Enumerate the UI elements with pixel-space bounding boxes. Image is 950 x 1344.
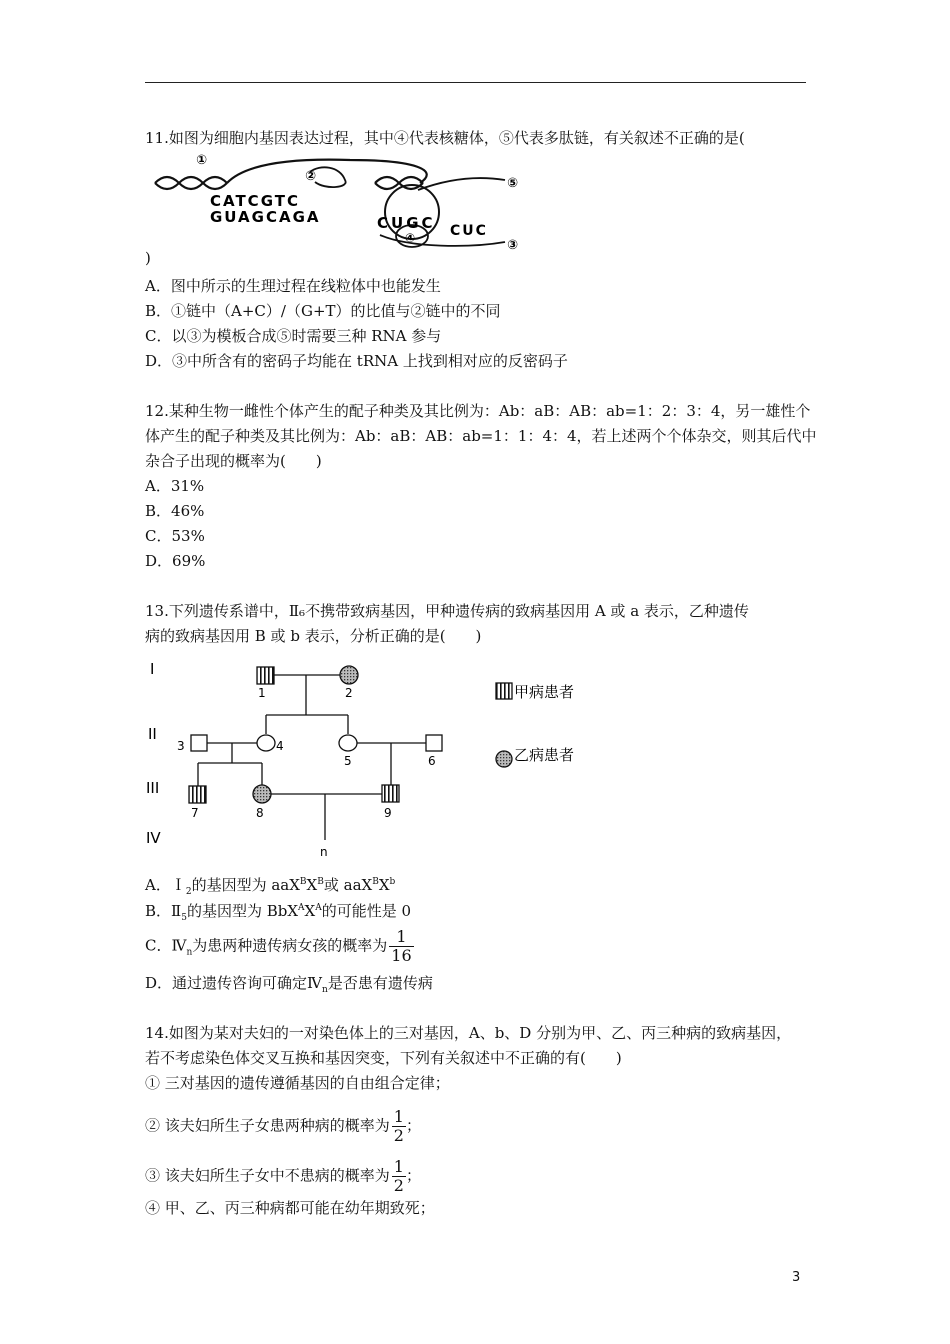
q14-item-3: ③ 该夫妇所生子女中不患病的概率为 $\frac{1}{2}$ ； (145, 1157, 421, 1195)
q13-stem-2: 病的致病基因用 B 或 b 表示，分析正确的是( ) (145, 627, 482, 645)
dna-sequence: CATCGTC (210, 192, 300, 210)
label-3: ③ (507, 238, 519, 253)
pedigree-chart (140, 655, 600, 865)
individual-2 (340, 666, 358, 684)
q11-close-paren: ) (145, 249, 151, 267)
q13-option-c: C．$Ⅳ_n$为患两种遗传病女孩的概率为 $\frac{1}{16}$ (145, 927, 412, 965)
svg-text:4: 4 (276, 739, 284, 753)
q12-stem-2: 体产生的配子种类及其比例为：Ab：aB：AB：ab=1：1：4：4，若上述两个个体杂交，则其后代中 (145, 427, 817, 445)
gen-label-1: I (150, 660, 155, 678)
q12-option-a: A．31% (145, 477, 205, 495)
svg-text:3: 3 (177, 739, 185, 753)
individual-6 (426, 735, 442, 751)
individual-8 (253, 785, 271, 803)
label-5: ⑤ (507, 176, 519, 191)
q13-option-a: A．Ｉ$_2$的基因型为 $aaX^BX^B$或 $aaX^BX^b$ (145, 876, 396, 897)
fraction-1-2-b: $\frac{1}{2}$ (393, 1157, 404, 1195)
q12-option-d: D．69% (145, 552, 206, 570)
q14-stem-2: 若不考虑染色体交叉互换和基因突变，下列有关叙述中不正确的有( ) (145, 1049, 622, 1067)
q12-option-b: B．46% (145, 502, 205, 520)
svg-text:8: 8 (256, 806, 264, 820)
q12-stem-1: 12.某种生物一雌性个体产生的配子种类及其比例为：Ab：aB：AB：ab=1：2：3：4，另一雄性个 (145, 402, 811, 420)
legend-dot-icon (496, 751, 512, 767)
mrna-tail: CUC (450, 223, 488, 239)
gen-label-4: IV (146, 829, 161, 847)
mrna-codons: CUGC (377, 214, 436, 232)
individual-7 (189, 786, 206, 803)
q13-option-d: D．通过遗传咨询可确定$Ⅳ_n$是否患有遗传病 (145, 974, 433, 995)
legend-a-label: 甲病患者 (514, 683, 575, 701)
q11-option-b: B．①链中（A+C）/（G+T）的比值与②链中的不同 (145, 302, 501, 320)
q13-option-b: B．$Ⅱ_5$的基因型为 $BbX^AX^A$的可能性是 0 (145, 902, 412, 923)
q11-option-c: C．以③为模板合成⑤时需要三种 RNA 参与 (145, 327, 442, 345)
mrna-sequence: GUAGCAGA (210, 208, 321, 226)
svg-text:5: 5 (344, 754, 352, 768)
q14-item-4: ④ 甲、乙、丙三种病都可能在幼年期致死； (145, 1199, 435, 1217)
svg-text:2: 2 (345, 686, 353, 700)
legend-b-label: 乙病患者 (514, 746, 575, 764)
q12-option-c: C．53% (145, 527, 205, 545)
gen-label-3: III (146, 779, 160, 797)
page-number: 3 (792, 1270, 801, 1285)
header-rule (145, 82, 806, 83)
svg-text:6: 6 (428, 754, 436, 768)
individual-5 (339, 735, 357, 751)
individual-9 (382, 785, 399, 802)
q11-stem: 11.如图为细胞内基因表达过程，其中④代表核糖体，⑤代表多肽链，有关叙述不正确的是( (145, 129, 745, 147)
label-2: ② (305, 169, 317, 184)
individual-1 (257, 667, 274, 684)
gen-label-2: II (148, 725, 157, 743)
gene-expression-diagram (150, 150, 540, 255)
q11-option-d: D．③中所含有的密码子均能在 tRNA 上找到相对应的反密码子 (145, 352, 568, 370)
fraction-1-16: $\frac{1}{16}$ (391, 927, 412, 965)
q14-item-2: ② 该夫妇所生子女患两种病的概率为 $\frac{1}{2}$ ； (145, 1107, 421, 1145)
q11-option-a: A．图中所示的生理过程在线粒体中也能发生 (145, 277, 441, 295)
q14-stem-1: 14.如图为某对夫妇的一对染色体上的三对基因，A、b、D 分别为甲、乙、丙三种病的致病基因， (145, 1024, 792, 1042)
svg-text:9: 9 (384, 806, 392, 820)
q14-item-1: ① 三对基因的遗传遵循基因的自由组合定律； (145, 1074, 450, 1092)
fraction-1-2-a: $\frac{1}{2}$ (393, 1107, 404, 1145)
individual-4 (257, 735, 275, 751)
label-1: ① (196, 153, 208, 168)
svg-text:1: 1 (258, 686, 266, 700)
individual-3 (191, 735, 207, 751)
q13-stem-1: 13.下列遗传系谱中，Ⅱ₆不携带致病基因，甲种遗传病的致病基因用 A 或 a 表示，乙种遗传 (145, 602, 749, 620)
label-4: ④ (405, 231, 416, 245)
svg-text:7: 7 (191, 806, 199, 820)
q12-stem-3: 杂合子出现的概率为( ) (145, 452, 322, 470)
legend-stripe-icon (496, 683, 512, 699)
individual-n: n (320, 845, 328, 859)
